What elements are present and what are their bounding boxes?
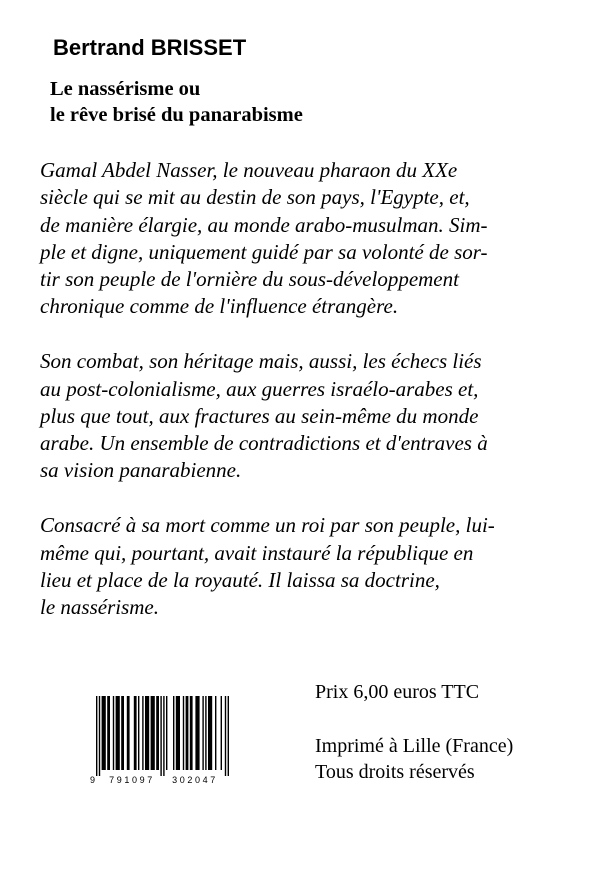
barcode-bar: [134, 696, 137, 770]
blurb-line: arabe. Un ensemble de contradictions et d'entraves à: [40, 431, 488, 456]
blurb-line: plus que tout, aux fractures au sein-même du monde: [40, 403, 479, 428]
book-title-line: le rêve brisé du panarabisme: [50, 104, 303, 126]
barcode-bar: [195, 696, 199, 770]
barcode-bar: [166, 696, 167, 770]
barcode-bar: [145, 696, 149, 770]
barcode-bar: [151, 696, 155, 770]
book-title: [50, 76, 303, 128]
barcode-bar: [96, 696, 97, 776]
author-name: Bertrand BRISSET: [53, 35, 247, 60]
barcode-bar: [138, 696, 139, 770]
blurb-line: le nassérisme.: [40, 595, 159, 620]
barcode-bar: [202, 696, 203, 770]
barcode-bar: [156, 696, 159, 770]
isbn-barcode: [86, 694, 238, 786]
blurb-line: de manière élargie, au monde arabo-musulman. Sim-: [40, 212, 488, 237]
book-title-line: Le nassérisme ou: [50, 78, 201, 100]
blurb-line: Gamal Abdel Nasser, le nouveau pharaon du XXe: [40, 158, 458, 182]
barcode-bar: [121, 696, 124, 770]
barcode-bar: [190, 696, 193, 770]
barcode-bar: [127, 696, 130, 770]
blurb-line: Consacré à sa mort comme un roi par son peuple, lui-: [40, 513, 495, 538]
print-info: [315, 733, 513, 785]
barcode-bar: [176, 696, 180, 770]
blurb-line: tir son peuple de l'ornière du sous-développement: [40, 267, 459, 292]
blurb-line: Son combat, son héritage mais, aussi, les échecs liés: [40, 349, 482, 374]
blurb-line: siècle qui se mit au destin de son pays, l'Egypte, et,: [40, 185, 470, 210]
barcode-bar: [221, 696, 222, 770]
barcode-bar: [116, 696, 120, 770]
rights-reserved: Tous droits réservés: [315, 761, 475, 783]
price-label: Prix 6,00 euros TTC: [315, 681, 480, 703]
blurb-paragraph: [40, 157, 600, 321]
barcode-bar: [113, 696, 114, 770]
blurb-line: lieu et place de la royauté. Il laissa sa doctrine,: [40, 567, 440, 592]
barcode-digits-lead: 9: [90, 775, 96, 785]
blurb-line: chronique comme de l'influence étrangère.: [40, 294, 399, 319]
back-cover-blurb: [40, 157, 600, 649]
blurb-line: ple et digne, uniquement guidé par sa volonté de sor-: [40, 239, 488, 264]
barcode-bar: [107, 696, 110, 770]
barcode-bar: [215, 696, 216, 770]
barcode-bar: [183, 696, 184, 770]
printed-in: Imprimé à Lille (France): [315, 735, 514, 757]
barcode-bar: [173, 696, 174, 770]
barcode-bar: [142, 696, 143, 770]
barcode-bar: [225, 696, 226, 776]
barcode-digits-right: 302047: [172, 775, 218, 785]
barcode-bar: [160, 696, 161, 776]
barcode-bar: [99, 696, 100, 776]
blurb-paragraph: [40, 512, 600, 621]
blurb-line: au post-colonialisme, aux guerres israélo-arabes et,: [40, 376, 479, 401]
blurb-line: même qui, pourtant, avait instauré la république en: [40, 540, 474, 565]
barcode-bar: [205, 696, 206, 770]
barcode-bar: [186, 696, 189, 770]
barcode-bar: [208, 696, 212, 770]
barcode-bar: [228, 696, 229, 776]
blurb-paragraph: [40, 348, 600, 484]
blurb-line: sa vision panarabienne.: [40, 458, 242, 483]
barcode-bars: [96, 696, 229, 776]
barcode-digits-left: 791097: [109, 775, 155, 785]
barcode-bar: [163, 696, 164, 776]
barcode-bar: [102, 696, 106, 770]
